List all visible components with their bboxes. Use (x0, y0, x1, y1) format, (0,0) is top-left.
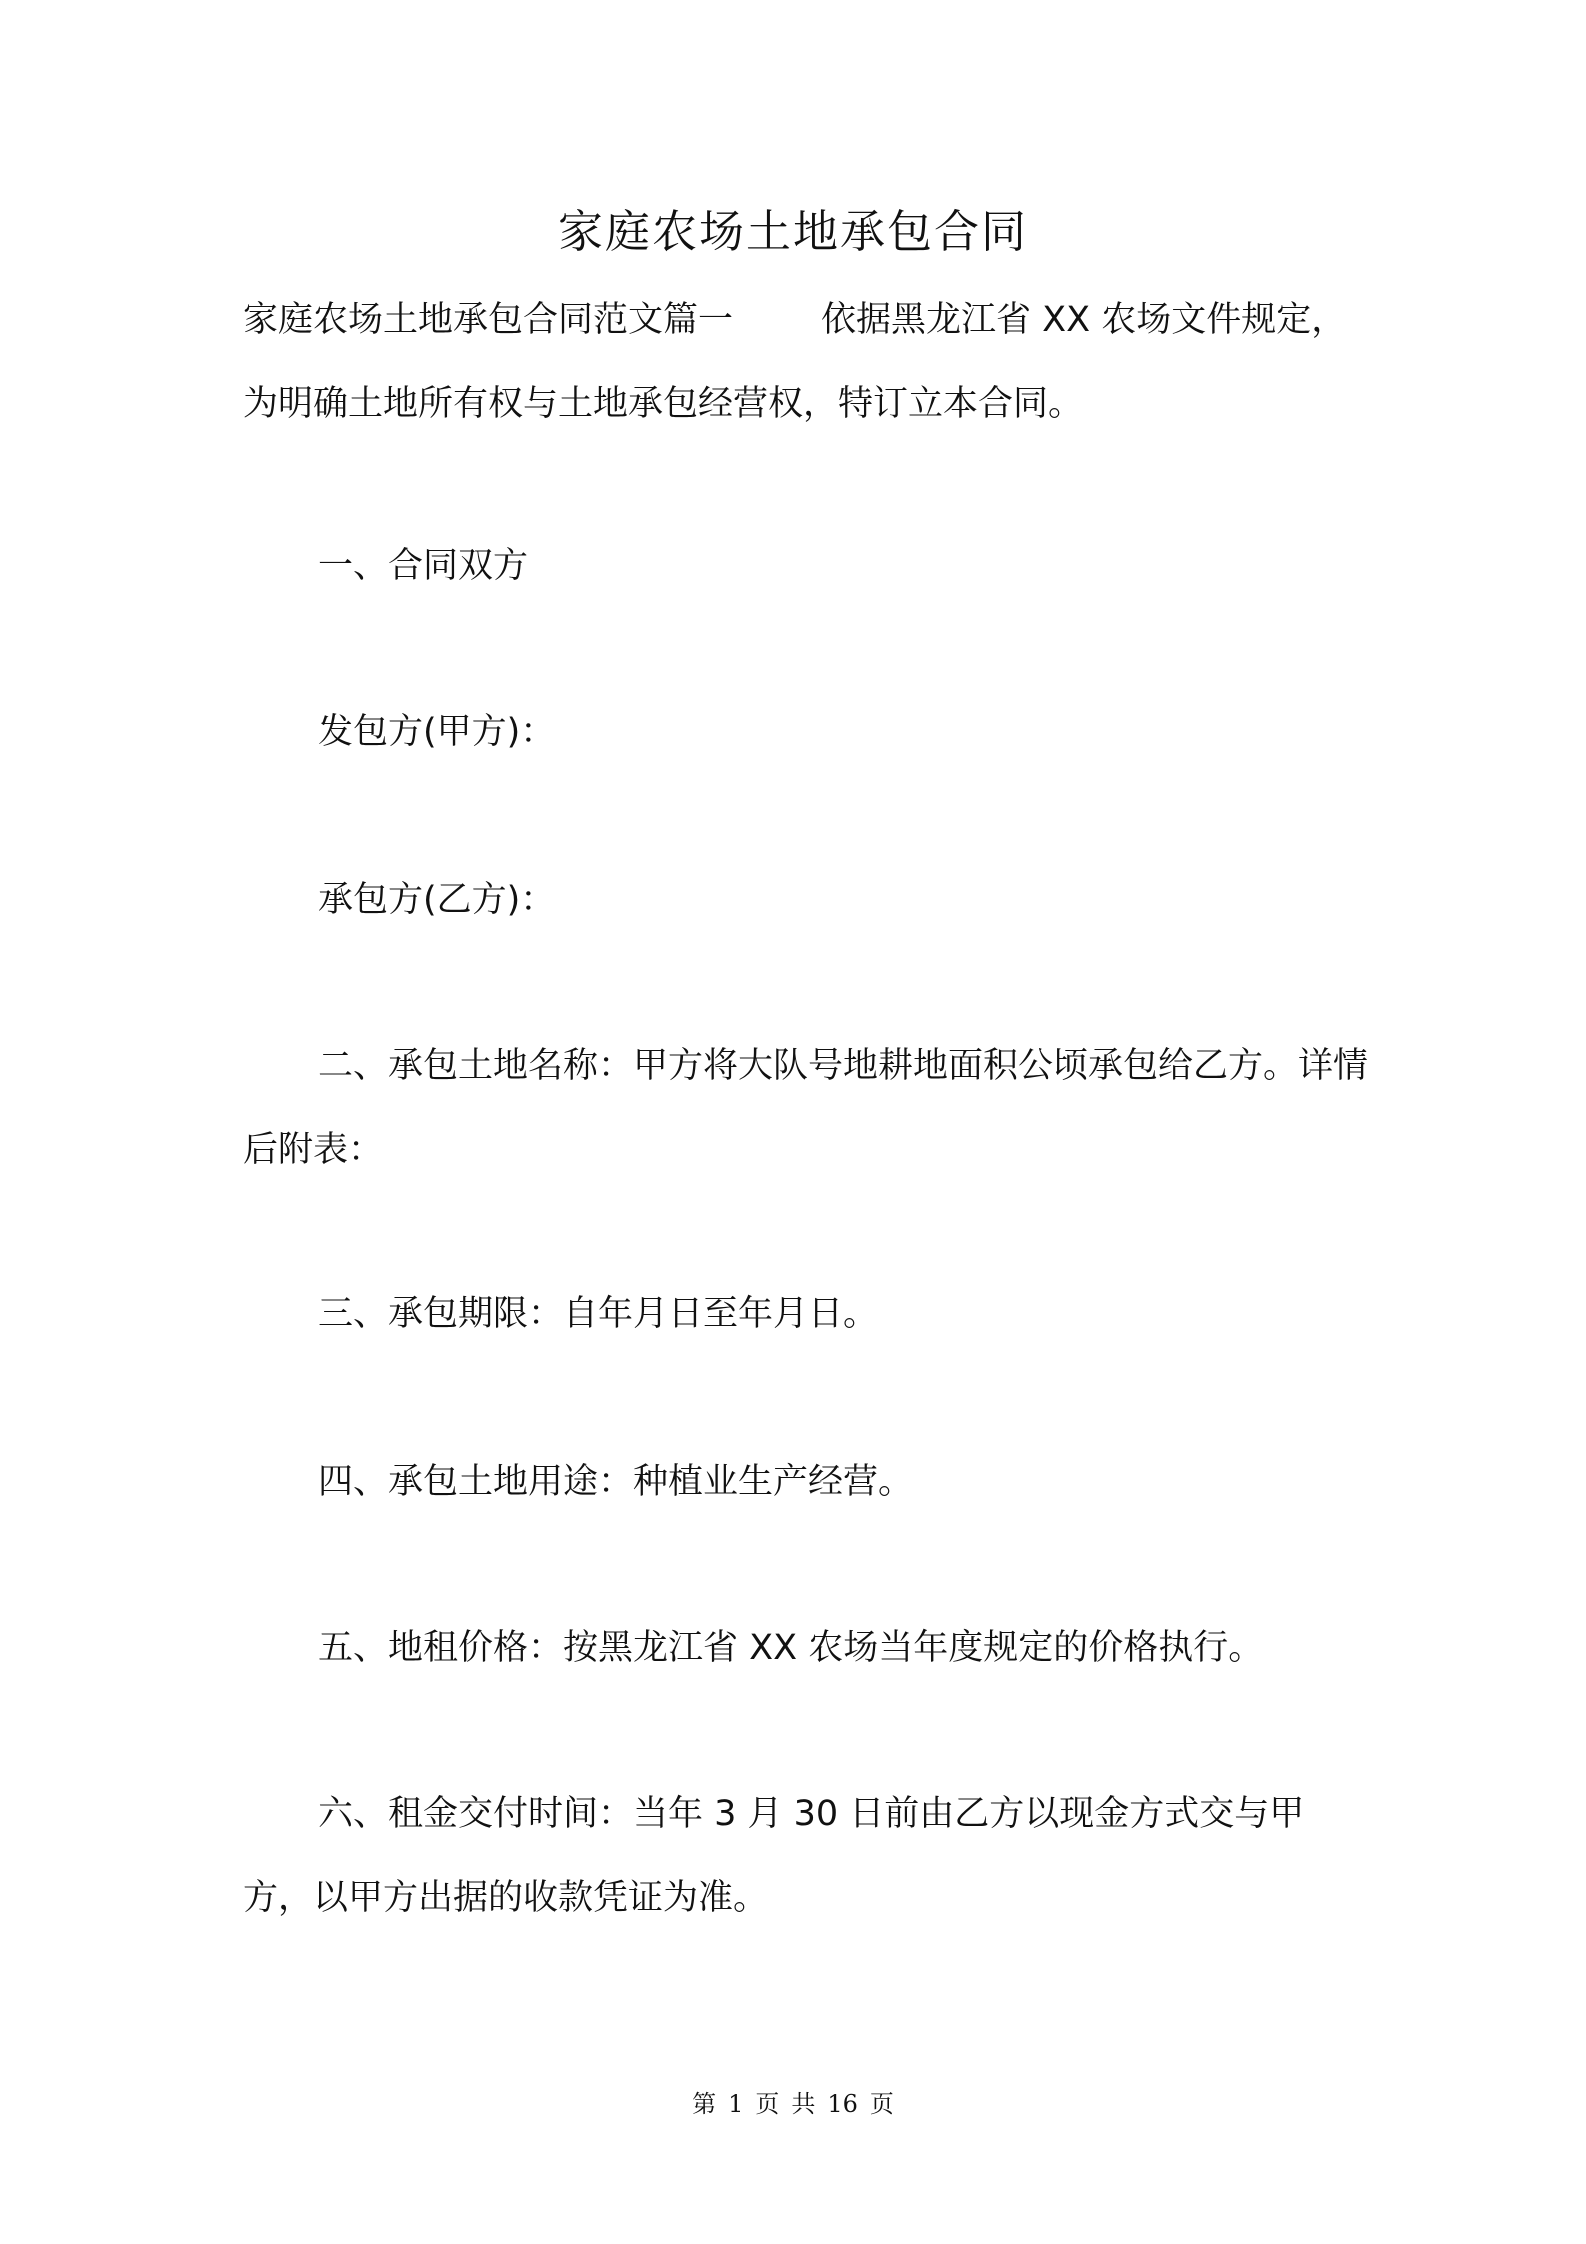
section-3-paragraph: 三、承包期限：自年月日至年月日。 (318, 1294, 879, 1334)
page-footer (0, 2084, 1586, 2124)
intro-paragraph (243, 278, 1373, 446)
intro-prefix: 家庭农场土地承包合同范文篇一 (243, 300, 734, 340)
intro-text: 依据黑龙江省 XX 农场文件规定，为明确土地所有权与土地承包经营权，特订立本合同。 (243, 300, 1347, 424)
footer-word-ye: 页 (755, 2090, 780, 2118)
party-a-line: 发包方(甲方)： (318, 712, 556, 752)
footer-word-ye2: 页 (869, 2090, 894, 2118)
footer-page-current: 1 (728, 2090, 744, 2118)
document-title: 家庭农场土地承包合同 (557, 205, 1028, 258)
footer-word-di: 第 (692, 2090, 717, 2118)
footer-word-gong: 共 (791, 2090, 816, 2118)
section-2-paragraph: 二、承包土地名称：甲方将大队号地耕地面积公顷承包给乙方。详情后附表： (243, 1046, 1369, 1170)
footer-page-total: 16 (827, 2090, 858, 2118)
section-1-heading: 一、合同双方 (318, 546, 529, 586)
party-b-line: 承包方(乙方)： (318, 880, 556, 920)
section-6-paragraph: 六、租金交付时间：当年 3 月 30 日前由乙方以现金方式交与甲方，以甲方出据的收款凭证为准。 (243, 1794, 1305, 1918)
section-5-paragraph: 五、地租价格：按黑龙江省 XX 农场当年度规定的价格执行。 (318, 1628, 1264, 1668)
section-4-paragraph: 四、承包土地用途：种植业生产经营。 (318, 1462, 914, 1502)
